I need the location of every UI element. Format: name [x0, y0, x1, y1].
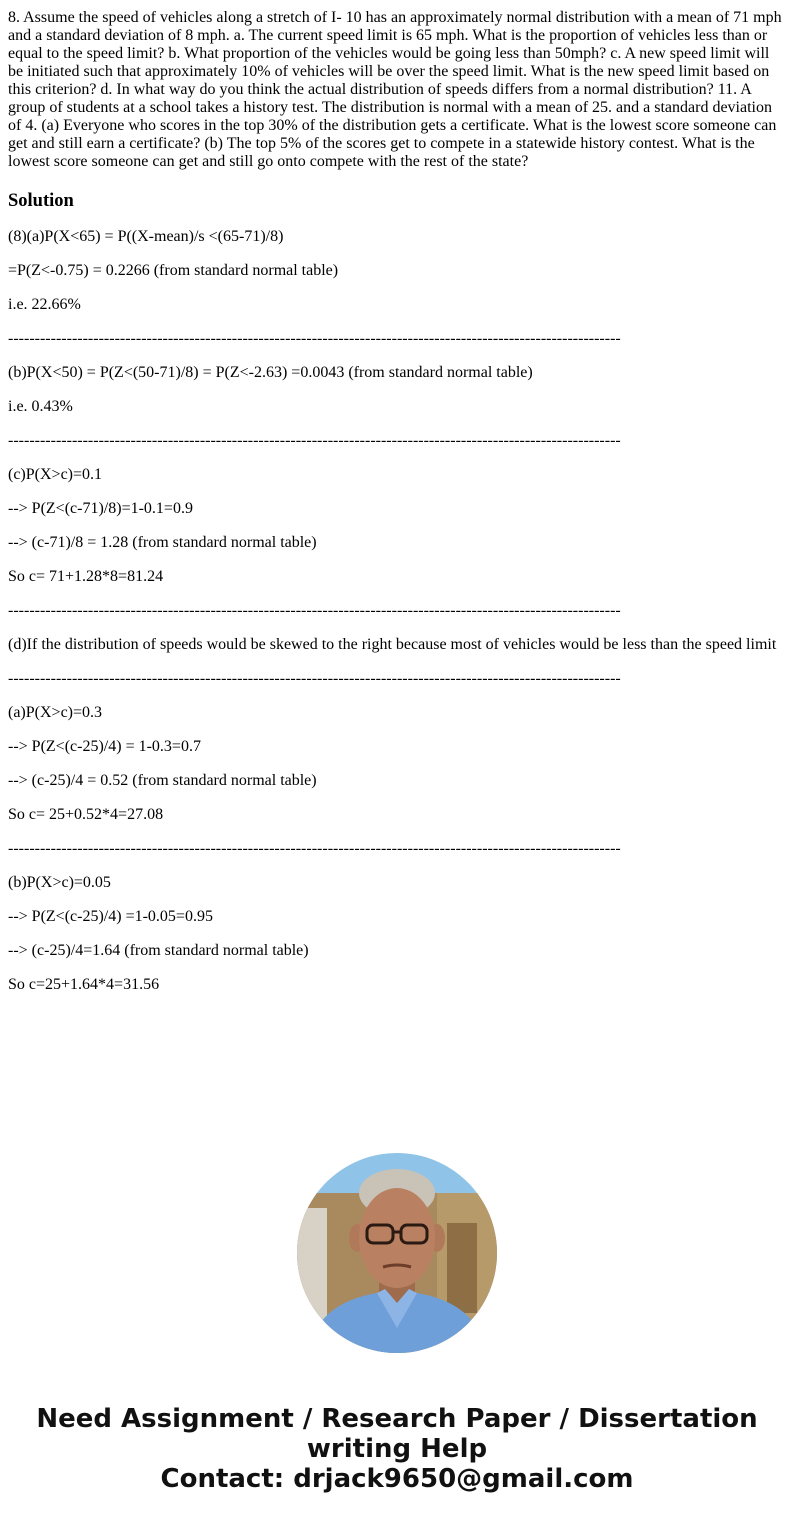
solution-heading: Solution — [8, 191, 74, 211]
solution-lines — [8, 228, 786, 994]
divider-line: ------------------------------------------------------------------------------------------------------------------- — [8, 840, 621, 857]
promo-banner — [0, 1404, 794, 1494]
author-photo-illustration — [297, 1153, 497, 1353]
divider-line: ------------------------------------------------------------------------------------------------------------------- — [8, 330, 621, 347]
solution-line: (d)If the distribution of speeds would be skewed to the right because most of vehicles would be less than the speed limit — [8, 636, 777, 653]
solution-line: (a)P(X>c)=0.3 — [8, 704, 103, 721]
solution-line: (c)P(X>c)=0.1 — [8, 466, 103, 483]
solution-line: So c= 71+1.28*8=81.24 — [8, 568, 164, 585]
solution-line: i.e. 0.43% — [8, 398, 73, 415]
solution-line: --> P(Z<(c-71)/8)=1-0.1=0.9 — [8, 500, 193, 517]
divider-line: ------------------------------------------------------------------------------------------------------------------- — [8, 670, 621, 687]
solution-line: So c= 25+0.52*4=27.08 — [8, 806, 164, 823]
solution-line: (8)(a)P(X<65) = P((X-mean)/s <(65-71)/8) — [8, 228, 284, 245]
solution-line: (b)P(X<50) = P(Z<(50-71)/8) = P(Z<-2.63) =0.0043 (from standard normal table) — [8, 364, 533, 381]
solution-line: So c=25+1.64*4=31.56 — [8, 976, 160, 993]
promo-contact-line: Contact: drjack9650@gmail.com — [160, 1464, 634, 1494]
solution-line: --> P(Z<(c-25)/4) =1-0.05=0.95 — [8, 908, 213, 925]
solution-line: i.e. 22.66% — [8, 296, 81, 313]
solution-line: --> (c-25)/4 = 0.52 (from standard normal table) — [8, 772, 317, 789]
solution-line: (b)P(X>c)=0.05 — [8, 874, 111, 891]
question-text: 8. Assume the speed of vehicles along a stretch of I- 10 has an approximately normal distribution with a mean of 71 mph and a standard deviation of 8 mph. a. The current speed limit is 65 mph. What is the proportion of vehicles less than or equal to the speed limit? b. What proportion of the vehicles would be going less than 50mph? c. A new speed limit will be initiated such that approximately 10% of vehicles will be over the speed limit. What is the new speed limit based on this criterion? d. In what way do you think the actual distribution of speeds differs from a normal distribution? 11. A group of students at a school takes a history test. The distribution is normal with a mean of 25. and a standard deviation of 4. (a) Everyone who scores in the top 30% of the distribution gets a certificate. What is the lowest score someone can get and still earn a certificate? (b) The top 5% of the scores get to compete in a statewide history contest. What is the lowest score someone can get and still go onto compete with the rest of the state? — [8, 9, 782, 170]
solution-line: --> P(Z<(c-25)/4) = 1-0.3=0.7 — [8, 738, 201, 755]
solution-line: =P(Z<-0.75) = 0.2266 (from standard normal table) — [8, 262, 339, 279]
solution-line: --> (c-25)/4=1.64 (from standard normal table) — [8, 942, 309, 959]
promo-line-1: Need Assignment / Research Paper / Dissertation — [36, 1404, 758, 1434]
divider-line: ------------------------------------------------------------------------------------------------------------------- — [8, 602, 621, 619]
author-avatar — [297, 1153, 497, 1353]
promo-line-2: writing Help — [306, 1434, 488, 1464]
document-body — [8, 0, 786, 1010]
divider-line: ------------------------------------------------------------------------------------------------------------------- — [8, 432, 621, 449]
solution-line: --> (c-71)/8 = 1.28 (from standard normal table) — [8, 534, 317, 551]
